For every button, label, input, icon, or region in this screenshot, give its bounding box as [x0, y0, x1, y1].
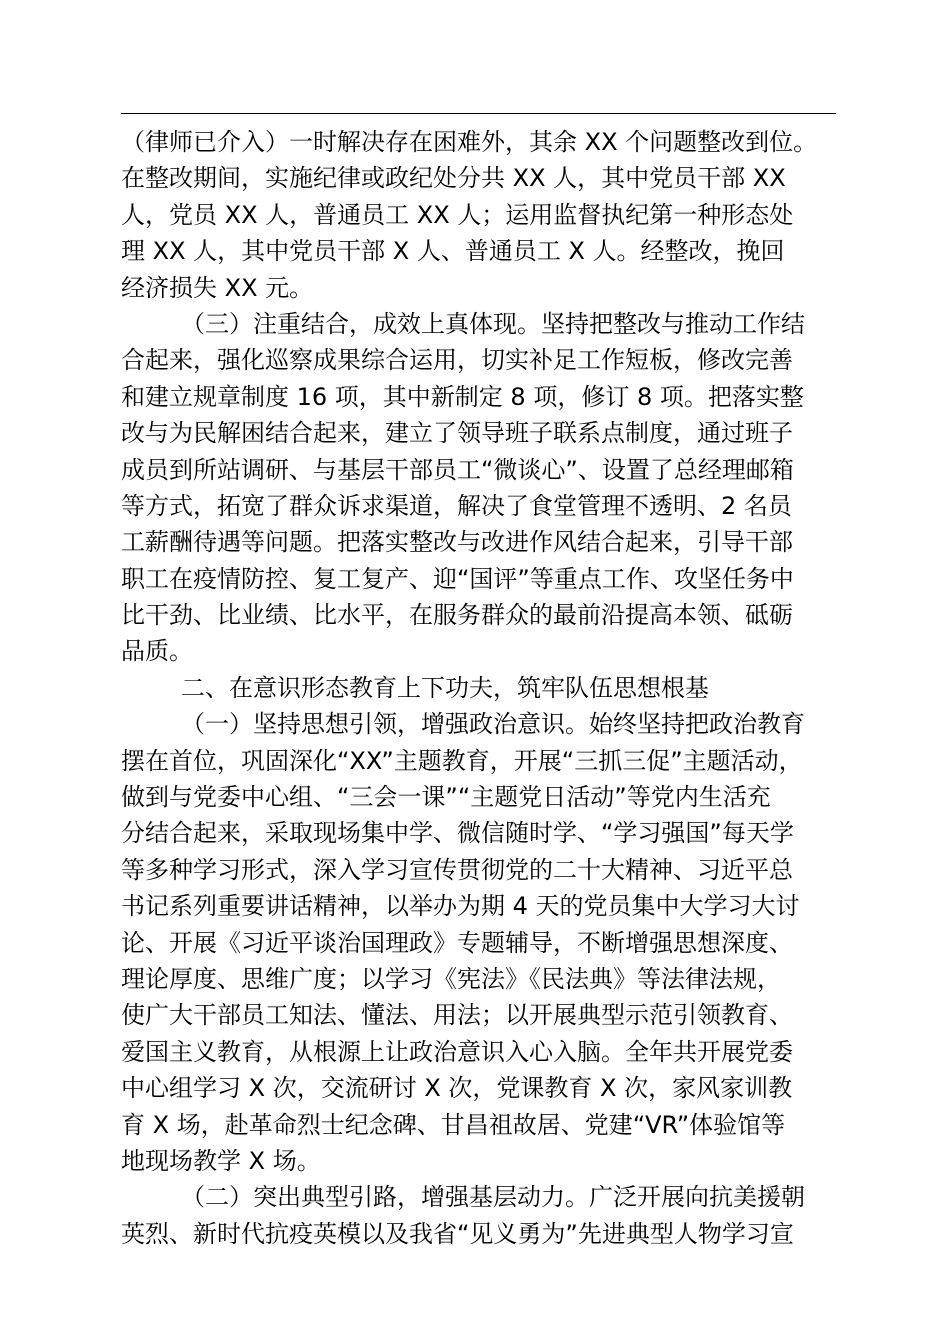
paragraph-start-line: （二）突出典型引路，增强基层动力。广泛开展向抗美援朝 [181, 1183, 805, 1212]
document-body [121, 124, 851, 1252]
text-line: 等多种学习形式，深入学习宣传贯彻党的二十大精神、习近平总 [121, 855, 793, 884]
text-line: 使广大干部员工知法、懂法、用法；以开展典型示范引领教育、 [121, 1001, 793, 1030]
text-line: 论、开展《习近平谈治国理政》专题辅导，不断增强思想深度、 [121, 928, 793, 957]
text-line: 比干劲、比业绩、比水平，在服务群众的最前沿提高本领、砥砺 [121, 601, 793, 630]
text-line: 经济损失 XX 元。 [121, 273, 314, 302]
text-line: 地现场教学 X 场。 [121, 1146, 321, 1175]
text-line: 摆在首位，巩固深化“XX”主题教育，开展“三抓三促”主题活动， [121, 746, 803, 775]
text-line: 等方式，拓宽了群众诉求渠道，解决了食堂管理不透明、2 名员 [121, 491, 792, 520]
section-heading: 二、在意识形态教育上下功夫，筑牢队伍思想根基 [181, 673, 709, 702]
text-line: 理 XX 人，其中党员干部 X 人、普通员工 X 人。经整改，挽回 [121, 237, 785, 266]
text-line: 爱国主义教育，从根源上让政治意识入心入脑。全年共开展党委 [121, 1037, 793, 1066]
text-line: 人，党员 XX 人，普通员工 XX 人；运用监督执纪第一种形态处 [121, 200, 794, 229]
text-line: 书记系列重要讲话精神，以举办为期 4 天的党员集中大学习大讨 [121, 892, 800, 921]
text-line: 品质。 [121, 637, 193, 666]
text-line: 分结合起来，采取现场集中学、微信随时学、“学习强国”每天学 [121, 819, 794, 848]
text-line: 和建立规章制度 16 项，其中新制定 8 项，修订 8 项。把落实整 [121, 382, 804, 411]
text-line: 合起来，强化巡察成果综合运用，切实补足工作短板，修改完善 [121, 346, 793, 375]
header-rule [121, 113, 836, 114]
text-line: 理论厚度、思维广度；以学习《宪法》《民法典》等法律法规， [121, 964, 781, 993]
text-line: 职工在疫情防控、复工复产、迎“国评”等重点工作、攻坚任务中 [121, 564, 794, 593]
text-line: 工薪酬待遇等问题。把落实整改与改进作风结合起来，引导干部 [121, 528, 793, 557]
text-line: 育 X 场，赴革命烈士纪念碑、甘昌祖故居、党建“VR”体验馆等 [121, 1110, 786, 1139]
text-line: 改与为民解困结合起来，建立了领导班子联系点制度，通过班子 [121, 419, 793, 448]
text-line: 成员到所站调研、与基层干部员工“微谈心”、设置了总经理邮箱 [121, 455, 794, 484]
text-line: 做到与党委中心组、“三会一课”“主题党日活动”等党内生活充 [121, 783, 771, 812]
paragraph-start-line: （三）注重结合，成效上真体现。坚持把整改与推动工作结 [181, 309, 805, 338]
text-line: 中心组学习 X 次，交流研讨 X 次，党课教育 X 次，家风家训教 [121, 1074, 793, 1103]
text-line: （律师已介入）一时解决存在困难外，其余 XX 个问题整改到位。 [121, 128, 818, 156]
text-line: 在整改期间，实施纪律或政纪处分共 XX 人，其中党员干部 XX [121, 164, 786, 193]
paragraph-start-line: （一）坚持思想引领，增强政治意识。始终坚持把政治教育 [181, 710, 805, 739]
text-line: 英烈、新时代抗疫英模以及我省“见义勇为”先进典型人物学习宣 [121, 1219, 794, 1248]
